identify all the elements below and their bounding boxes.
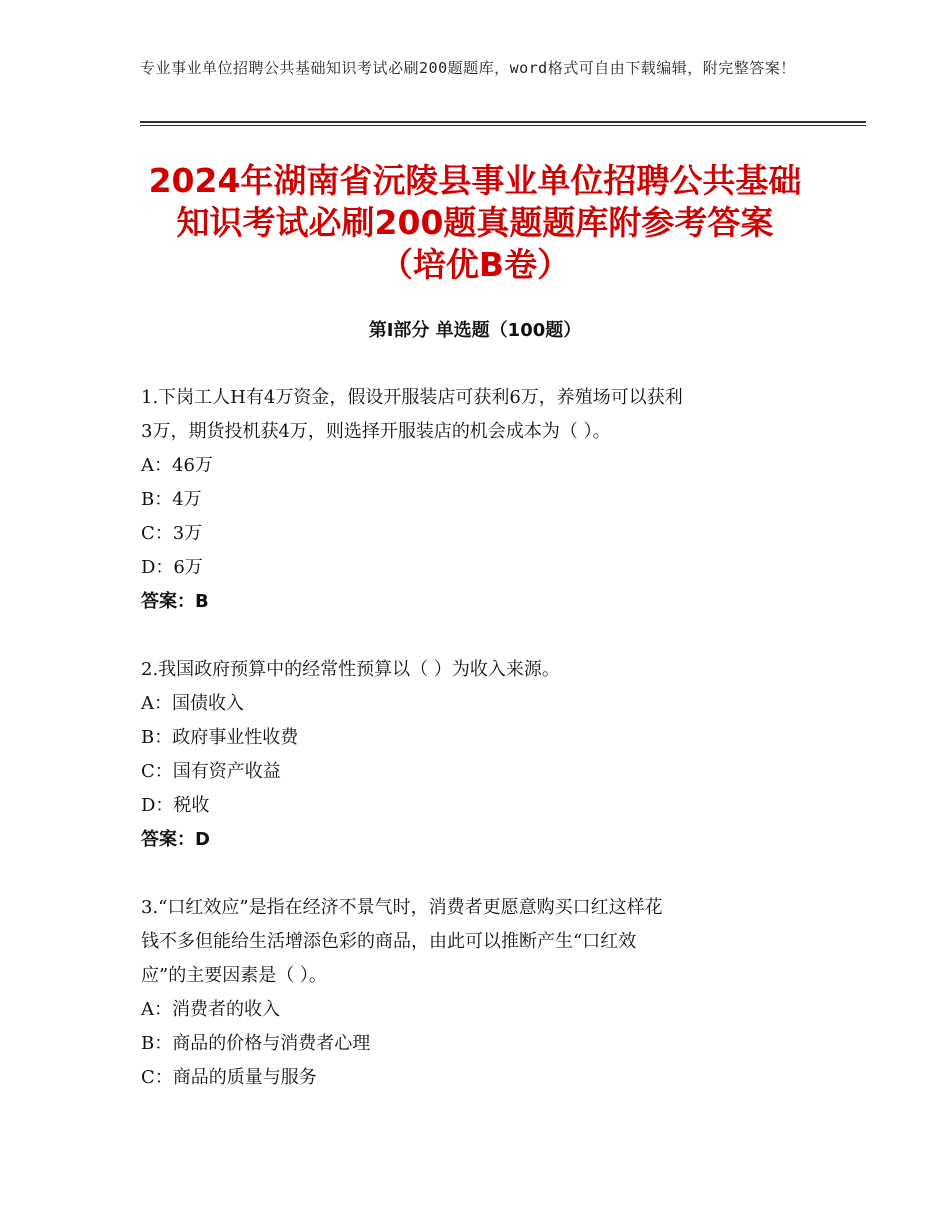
option-b: B：政府事业性收费 — [141, 727, 299, 748]
question-1 — [141, 381, 821, 619]
option-c: C：3万 — [141, 523, 203, 544]
header-note: 专业事业单位招聘公共基础知识考试必刷200题题库，word格式可自由下载编辑，附完整答案！ — [140, 59, 796, 77]
option-b: B：商品的价格与消费者心理 — [141, 1033, 371, 1054]
question-stem: 3万，期货投机获4万，则选择开服装店的机会成本为（ ）。 — [141, 421, 611, 442]
option-a: A：46万 — [141, 455, 213, 476]
title-line: 2024年湖南省沅陵县事业单位招聘公共基础 — [148, 161, 802, 200]
option-d: D：税收 — [141, 795, 210, 816]
option-c: C：商品的质量与服务 — [141, 1067, 317, 1088]
option-d: D：6万 — [141, 557, 203, 578]
title-line: 知识考试必刷200题真题题库附参考答案 — [176, 203, 774, 242]
question-stem: 钱不多但能给生活增添色彩的商品，由此可以推断产生“口红效 — [141, 931, 637, 952]
document-title — [0, 160, 950, 286]
question-stem: 应”的主要因素是（ ）。 — [141, 965, 327, 986]
header-divider — [140, 121, 866, 123]
header-divider-thin — [140, 125, 866, 126]
section-title: 第Ⅰ部分 单选题（100题） — [368, 320, 582, 341]
question-3 — [141, 891, 821, 1095]
answer: 答案：D — [141, 829, 210, 850]
question-stem: 1.下岗工人H有4万资金，假设开服装店可获利6万，养殖场可以获利 — [141, 387, 683, 408]
title-line: （培优B卷） — [379, 245, 571, 284]
answer: 答案：B — [141, 591, 209, 612]
option-b: B：4万 — [141, 489, 202, 510]
question-stem: 2.我国政府预算中的经常性预算以（ ）为收入来源。 — [141, 659, 560, 680]
option-a: A：消费者的收入 — [141, 999, 280, 1020]
option-a: A：国债收入 — [141, 693, 244, 714]
question-stem: 3.“口红效应”是指在经济不景气时，消费者更愿意购买口红这样花 — [141, 897, 663, 918]
question-2 — [141, 653, 821, 857]
option-c: C：国有资产收益 — [141, 761, 281, 782]
